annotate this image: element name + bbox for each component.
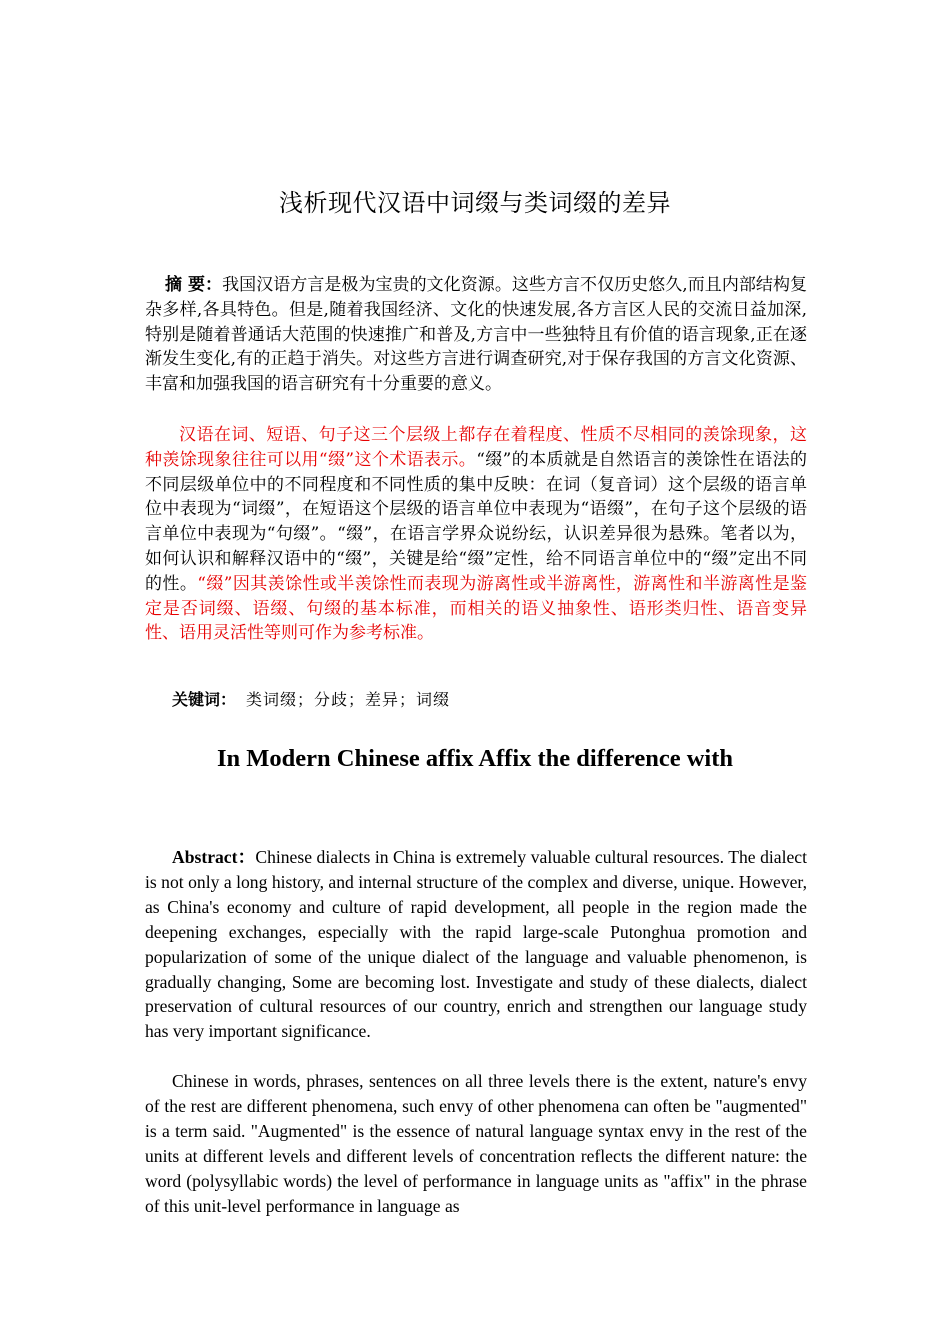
english-abstract: [145, 845, 807, 1044]
highlight-text-2: “缀”因其羡馀性或半羡馀性而表现为游离性或半游离性，游离性和半游离性是鉴定是否词缀、语缀、句缀的基本标准，而相关的语义抽象性、语形类归性、语音变异性、语用灵活性等则可作为参考标准。: [145, 573, 807, 644]
english-title: In Modern Chinese affix Affix the difference with: [216, 745, 734, 772]
body-text-cn: “缀”的本质就是自然语言的羡馀性在语法的不同层级单位中的不同程度和不同性质的集中反映：在词（复音词）这个层级的语言单位中表现为“词缀”，在短语这个层级的语言单位中表现为“语缀”，在句子这个层级的语言单位中表现为“句缀”。“缀”，在语言学界众说纷纭，认识差异很为悬殊。笔者以为，如何认识和解释汉语中的“缀”，关键是给“缀”定性，给不同语言单位中的“缀”定出不同的性。: [145, 449, 807, 594]
abstract-label-cn: 摘 要：: [165, 275, 223, 295]
keywords-line: [172, 687, 450, 710]
abstract-text-en: Chinese dialects in China is extremely valuable cultural resources. The dialect is not only a long history, and internal structure of the complex and diverse, unique. However, as China's economy and culture of rapid development, all people in the region made the deepening exchanges, especially with the rapid large-scale Putonghua promotion and popularization of some of the unique dialect of the language and valuable phenomenon, is gradually changing, Some are becoming lost. Investigate and study of these dialects, dialect preservation of cultural resources of our country, enrich and strengthen our language study has very important significance.: [145, 847, 807, 1042]
chinese-abstract: [145, 273, 807, 397]
abstract-label-en: Abstract：: [172, 847, 256, 867]
chinese-title: 浅析现代汉语中词缀与类词缀的差异: [279, 189, 671, 217]
english-paragraph-2: Chinese in words, phrases, sentences on all three levels there is the extent, nature's envy of the rest are different phenomena, such envy of other phenomena can often be "augmented" is a term said. "Augmented" is the essence of natural language syntax envy in the rest of the units at different levels and different levels of concentration reflects the different nature: the word (polysyllabic words) the level of performance in language units as "affix" in the phrase of this unit-level performance in language as: [145, 1071, 807, 1216]
keywords-text: 类词缀；分歧；差异；词缀: [246, 690, 451, 709]
abstract-text-cn: 我国汉语方言是极为宝贵的文化资源。这些方言不仅历史悠久,而且内部结构复杂多样,各具特色。但是,随着我国经济、文化的快速发展,各方言区人民的交流日益加深,特别是随着普通话大范围的快速推广和普及,方言中一些独特且有价值的语言现象,正在逐渐发生变化,有的正趋于消失。对这些方言进行调查研究,对于保存我国的方言文化资源、丰富和加强我国的语言研究有十分重要的意义。: [145, 275, 808, 395]
chinese-paragraph-2: [145, 423, 807, 646]
keywords-label: 关键词：: [172, 690, 237, 709]
highlight-text-1: 汉语在词、短语、句子这三个层级上都存在着程度、性质不尽相同的羡馀现象，这种羡馀现象往往可以用“缀”这个术语表示。: [145, 425, 807, 470]
